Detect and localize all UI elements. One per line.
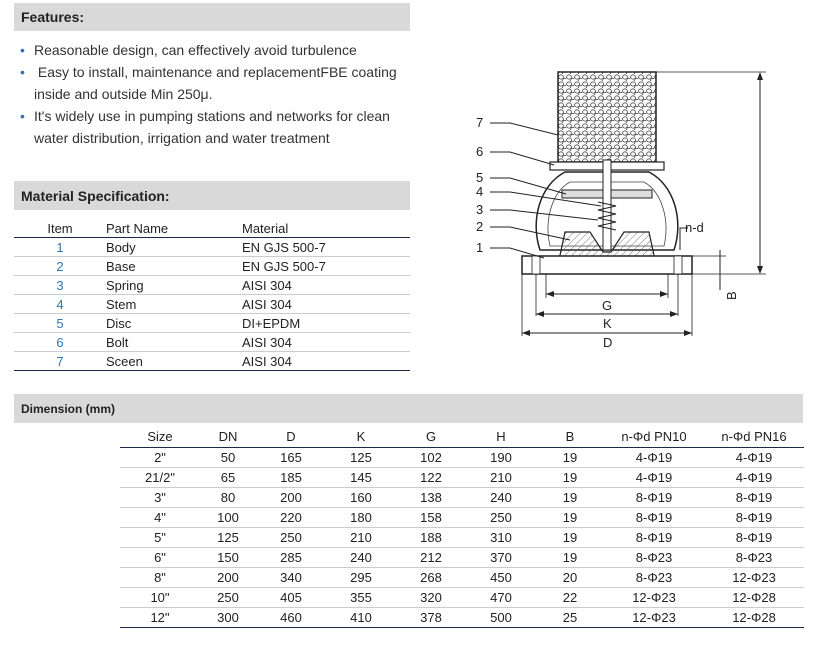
h-cell: 500	[466, 608, 536, 628]
k-cell: 210	[326, 528, 396, 548]
column-header: Material	[242, 220, 410, 238]
bolt-hole-shape	[674, 256, 682, 274]
dimension-table	[120, 426, 804, 628]
table-row	[14, 276, 410, 295]
features-list	[18, 39, 418, 149]
size-cell: 8"	[120, 568, 200, 588]
g-cell: 188	[396, 528, 466, 548]
bullet-icon: •	[20, 42, 25, 58]
d-cell: 220	[256, 508, 326, 528]
dn-cell: 100	[200, 508, 256, 528]
material-name: AISI 304	[242, 276, 410, 295]
item-number: 4	[14, 295, 106, 314]
column-header: n-Φd PN16	[704, 426, 804, 448]
dn-cell: 80	[200, 488, 256, 508]
size-cell: 6"	[120, 548, 200, 568]
h-cell: 370	[466, 548, 536, 568]
dn-cell: 250	[200, 588, 256, 608]
pn10-cell: 8-Φ19	[604, 528, 704, 548]
k-cell: 125	[326, 448, 396, 468]
part-name: Bolt	[106, 333, 242, 352]
size-cell: 5"	[120, 528, 200, 548]
pn16-cell: 8-Φ23	[704, 548, 804, 568]
callout-label: 3	[476, 202, 484, 217]
item-number: 7	[14, 352, 106, 371]
k-cell: 145	[326, 468, 396, 488]
material-table	[14, 220, 410, 371]
dn-cell: 125	[200, 528, 256, 548]
callout-label: 1	[476, 240, 484, 255]
table-row	[120, 568, 804, 588]
pn16-cell: 12-Φ28	[704, 608, 804, 628]
b-cell: 22	[536, 588, 604, 608]
pn16-cell: 12-Φ28	[704, 588, 804, 608]
callout-label: 7	[476, 115, 484, 130]
size-cell: 21/2"	[120, 468, 200, 488]
table-row	[14, 295, 410, 314]
dn-cell: 300	[200, 608, 256, 628]
size-cell: 2"	[120, 448, 200, 468]
pn16-cell: 8-Φ19	[704, 528, 804, 548]
dn-cell: 150	[200, 548, 256, 568]
k-cell: 410	[326, 608, 396, 628]
k-cell: 355	[326, 588, 396, 608]
table-row	[120, 468, 804, 488]
feature-item	[18, 61, 418, 105]
size-cell: 12"	[120, 608, 200, 628]
size-cell: 4"	[120, 508, 200, 528]
d-cell: 165	[256, 448, 326, 468]
callout-leader	[490, 123, 558, 135]
d-cell: 285	[256, 548, 326, 568]
table-row	[120, 608, 804, 628]
column-header: Size	[120, 426, 200, 448]
table-row	[14, 333, 410, 352]
k-cell: 240	[326, 548, 396, 568]
pn10-cell: 8-Φ19	[604, 508, 704, 528]
table-row	[14, 238, 410, 257]
feature-text: Easy to install, maintenance and replacementFBE coating inside and outside Min 250μ.	[34, 64, 401, 102]
item-number: 5	[14, 314, 106, 333]
material-name: EN GJS 500-7	[242, 257, 410, 276]
foot-valve-drawing	[470, 60, 770, 360]
feature-text: Reasonable design, can effectively avoid turbulence	[34, 42, 357, 58]
table-row	[120, 488, 804, 508]
d-cell: 185	[256, 468, 326, 488]
pn16-cell: 8-Φ19	[704, 488, 804, 508]
h-cell: 240	[466, 488, 536, 508]
table-row	[120, 588, 804, 608]
callout-label: 4	[476, 184, 484, 199]
part-name: Body	[106, 238, 242, 257]
callout-leader	[490, 152, 554, 165]
material-name: AISI 304	[242, 352, 410, 371]
d-cell: 460	[256, 608, 326, 628]
column-header: DN	[200, 426, 256, 448]
table-row	[120, 448, 804, 468]
column-header: B	[536, 426, 604, 448]
size-cell: 10"	[120, 588, 200, 608]
g-cell: 158	[396, 508, 466, 528]
callout-label: 2	[476, 219, 484, 234]
nd-label: n-d	[685, 220, 704, 235]
b-cell: 19	[536, 488, 604, 508]
item-number: 6	[14, 333, 106, 352]
feature-item	[18, 39, 418, 61]
dn-cell: 65	[200, 468, 256, 488]
part-name: Base	[106, 257, 242, 276]
h-cell: 470	[466, 588, 536, 608]
g-cell: 320	[396, 588, 466, 608]
b-cell: 25	[536, 608, 604, 628]
screen-shape	[558, 72, 656, 162]
material-name: AISI 304	[242, 333, 410, 352]
pn10-cell: 4-Φ19	[604, 448, 704, 468]
table-row	[14, 352, 410, 371]
column-header: Item	[14, 220, 106, 238]
pn10-cell: 8-Φ23	[604, 568, 704, 588]
g-cell: 138	[396, 488, 466, 508]
callout-label: 5	[476, 170, 484, 185]
pn16-cell: 8-Φ19	[704, 508, 804, 528]
item-number: 1	[14, 238, 106, 257]
dn-cell: 50	[200, 448, 256, 468]
b-cell: 20	[536, 568, 604, 588]
feature-item	[18, 105, 418, 149]
g-cell: 122	[396, 468, 466, 488]
material-header-row	[14, 220, 410, 238]
pn16-cell: 4-Φ19	[704, 468, 804, 488]
column-header: D	[256, 426, 326, 448]
b-cell: 19	[536, 548, 604, 568]
item-number: 3	[14, 276, 106, 295]
column-header: H	[466, 426, 536, 448]
column-header: G	[396, 426, 466, 448]
h-cell: 310	[466, 528, 536, 548]
g-cell: 102	[396, 448, 466, 468]
g-cell: 268	[396, 568, 466, 588]
table-row	[120, 508, 804, 528]
bullet-icon: •	[20, 108, 25, 124]
material-name: AISI 304	[242, 295, 410, 314]
item-number: 2	[14, 257, 106, 276]
bolt-hole-shape	[532, 256, 540, 274]
feature-text: It's widely use in pumping stations and networks for clean water distribution, irrigation and water treatment	[34, 108, 390, 146]
k-cell: 160	[326, 488, 396, 508]
bottom-flange-shape	[522, 256, 692, 274]
g-cell: 378	[396, 608, 466, 628]
dn-cell: 200	[200, 568, 256, 588]
b-cell: 19	[536, 468, 604, 488]
h-cell: 450	[466, 568, 536, 588]
d-cell: 200	[256, 488, 326, 508]
k-cell: 180	[326, 508, 396, 528]
b-cell: 19	[536, 508, 604, 528]
material-name: DI+EPDM	[242, 314, 410, 333]
pn16-cell: 4-Φ19	[704, 448, 804, 468]
material-heading: Material Specification:	[14, 181, 410, 210]
k-label: K	[603, 316, 612, 331]
column-header: Part Name	[106, 220, 242, 238]
table-row	[14, 257, 410, 276]
size-cell: 3"	[120, 488, 200, 508]
pn10-cell: 12-Φ23	[604, 588, 704, 608]
part-name: Stem	[106, 295, 242, 314]
pn10-cell: 12-Φ23	[604, 608, 704, 628]
part-name: Spring	[106, 276, 242, 295]
k-cell: 295	[326, 568, 396, 588]
part-name: Disc	[106, 314, 242, 333]
material-name: EN GJS 500-7	[242, 238, 410, 257]
features-heading: Features:	[14, 3, 410, 31]
callout-label: 6	[476, 144, 484, 159]
dimension-header-row	[120, 426, 804, 448]
dimension-heading: Dimension (mm)	[14, 394, 803, 423]
column-header: n-Φd PN10	[604, 426, 704, 448]
d-label: D	[603, 335, 613, 350]
pn10-cell: 8-Φ19	[604, 488, 704, 508]
table-row	[120, 548, 804, 568]
d-cell: 250	[256, 528, 326, 548]
b-cell: 19	[536, 528, 604, 548]
column-header: K	[326, 426, 396, 448]
pn16-cell: 12-Φ23	[704, 568, 804, 588]
h-cell: 250	[466, 508, 536, 528]
bullet-icon: •	[20, 64, 25, 80]
d-cell: 340	[256, 568, 326, 588]
h-cell: 210	[466, 468, 536, 488]
pn10-cell: 8-Φ23	[604, 548, 704, 568]
g-cell: 212	[396, 548, 466, 568]
part-name: Sceen	[106, 352, 242, 371]
pn10-cell: 4-Φ19	[604, 468, 704, 488]
d-cell: 405	[256, 588, 326, 608]
h-cell: 190	[466, 448, 536, 468]
table-row	[14, 314, 410, 333]
table-row	[120, 528, 804, 548]
g-label: G	[602, 298, 613, 313]
b-label: B	[724, 291, 739, 300]
b-cell: 19	[536, 448, 604, 468]
